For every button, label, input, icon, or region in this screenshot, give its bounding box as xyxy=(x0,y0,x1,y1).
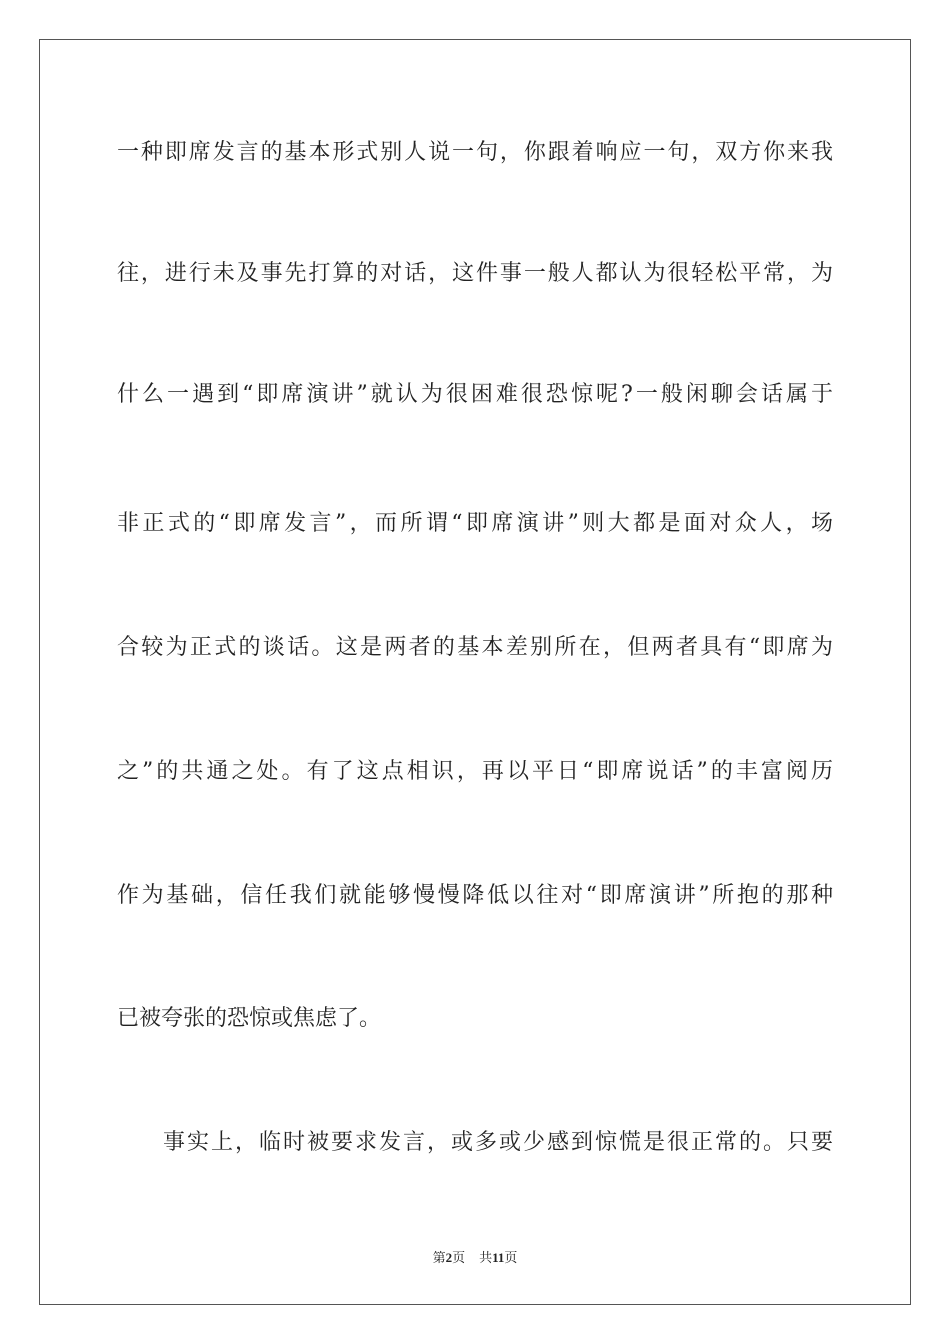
page-footer xyxy=(0,1247,950,1266)
text-line: 非正式的“即席发言”，而所谓“即席演讲”则大都是面对众人，场 xyxy=(117,511,833,536)
text-line: 一种即席发言的基本形式别人说一句，你跟着响应一句，双方你来我 xyxy=(117,140,833,165)
page-prefix: 第 xyxy=(432,1250,446,1265)
text-line: 之”的共通之处。有了这点相识，再以平日“即席说话”的丰富阅历 xyxy=(117,759,833,784)
page-suffix: 页 xyxy=(452,1250,466,1265)
total-pages: 11 xyxy=(492,1250,505,1265)
text-line: 已被夸张的恐惊或焦虑了。 xyxy=(117,1006,382,1031)
text-line: 事实上，临时被要求发言，或多或少感到惊慌是很正常的。只要 xyxy=(163,1130,833,1155)
text-line: 合较为正式的谈话。这是两者的基本差别所在，但两者具有“即席为 xyxy=(117,635,833,660)
page-border xyxy=(39,39,911,1305)
total-suffix: 页 xyxy=(504,1250,518,1265)
total-prefix: 共 xyxy=(479,1250,493,1265)
text-line: 往，进行未及事先打算的对话，这件事一般人都认为很轻松平常，为 xyxy=(117,261,833,286)
text-line: 作为基础，信任我们就能够慢慢降低以往对“即席演讲”所抱的那种 xyxy=(117,883,833,908)
page-number: 2 xyxy=(445,1250,453,1265)
text-line: 什么一遇到“即席演讲”就认为很困难很恐惊呢?一般闲聊会话属于 xyxy=(117,382,833,407)
